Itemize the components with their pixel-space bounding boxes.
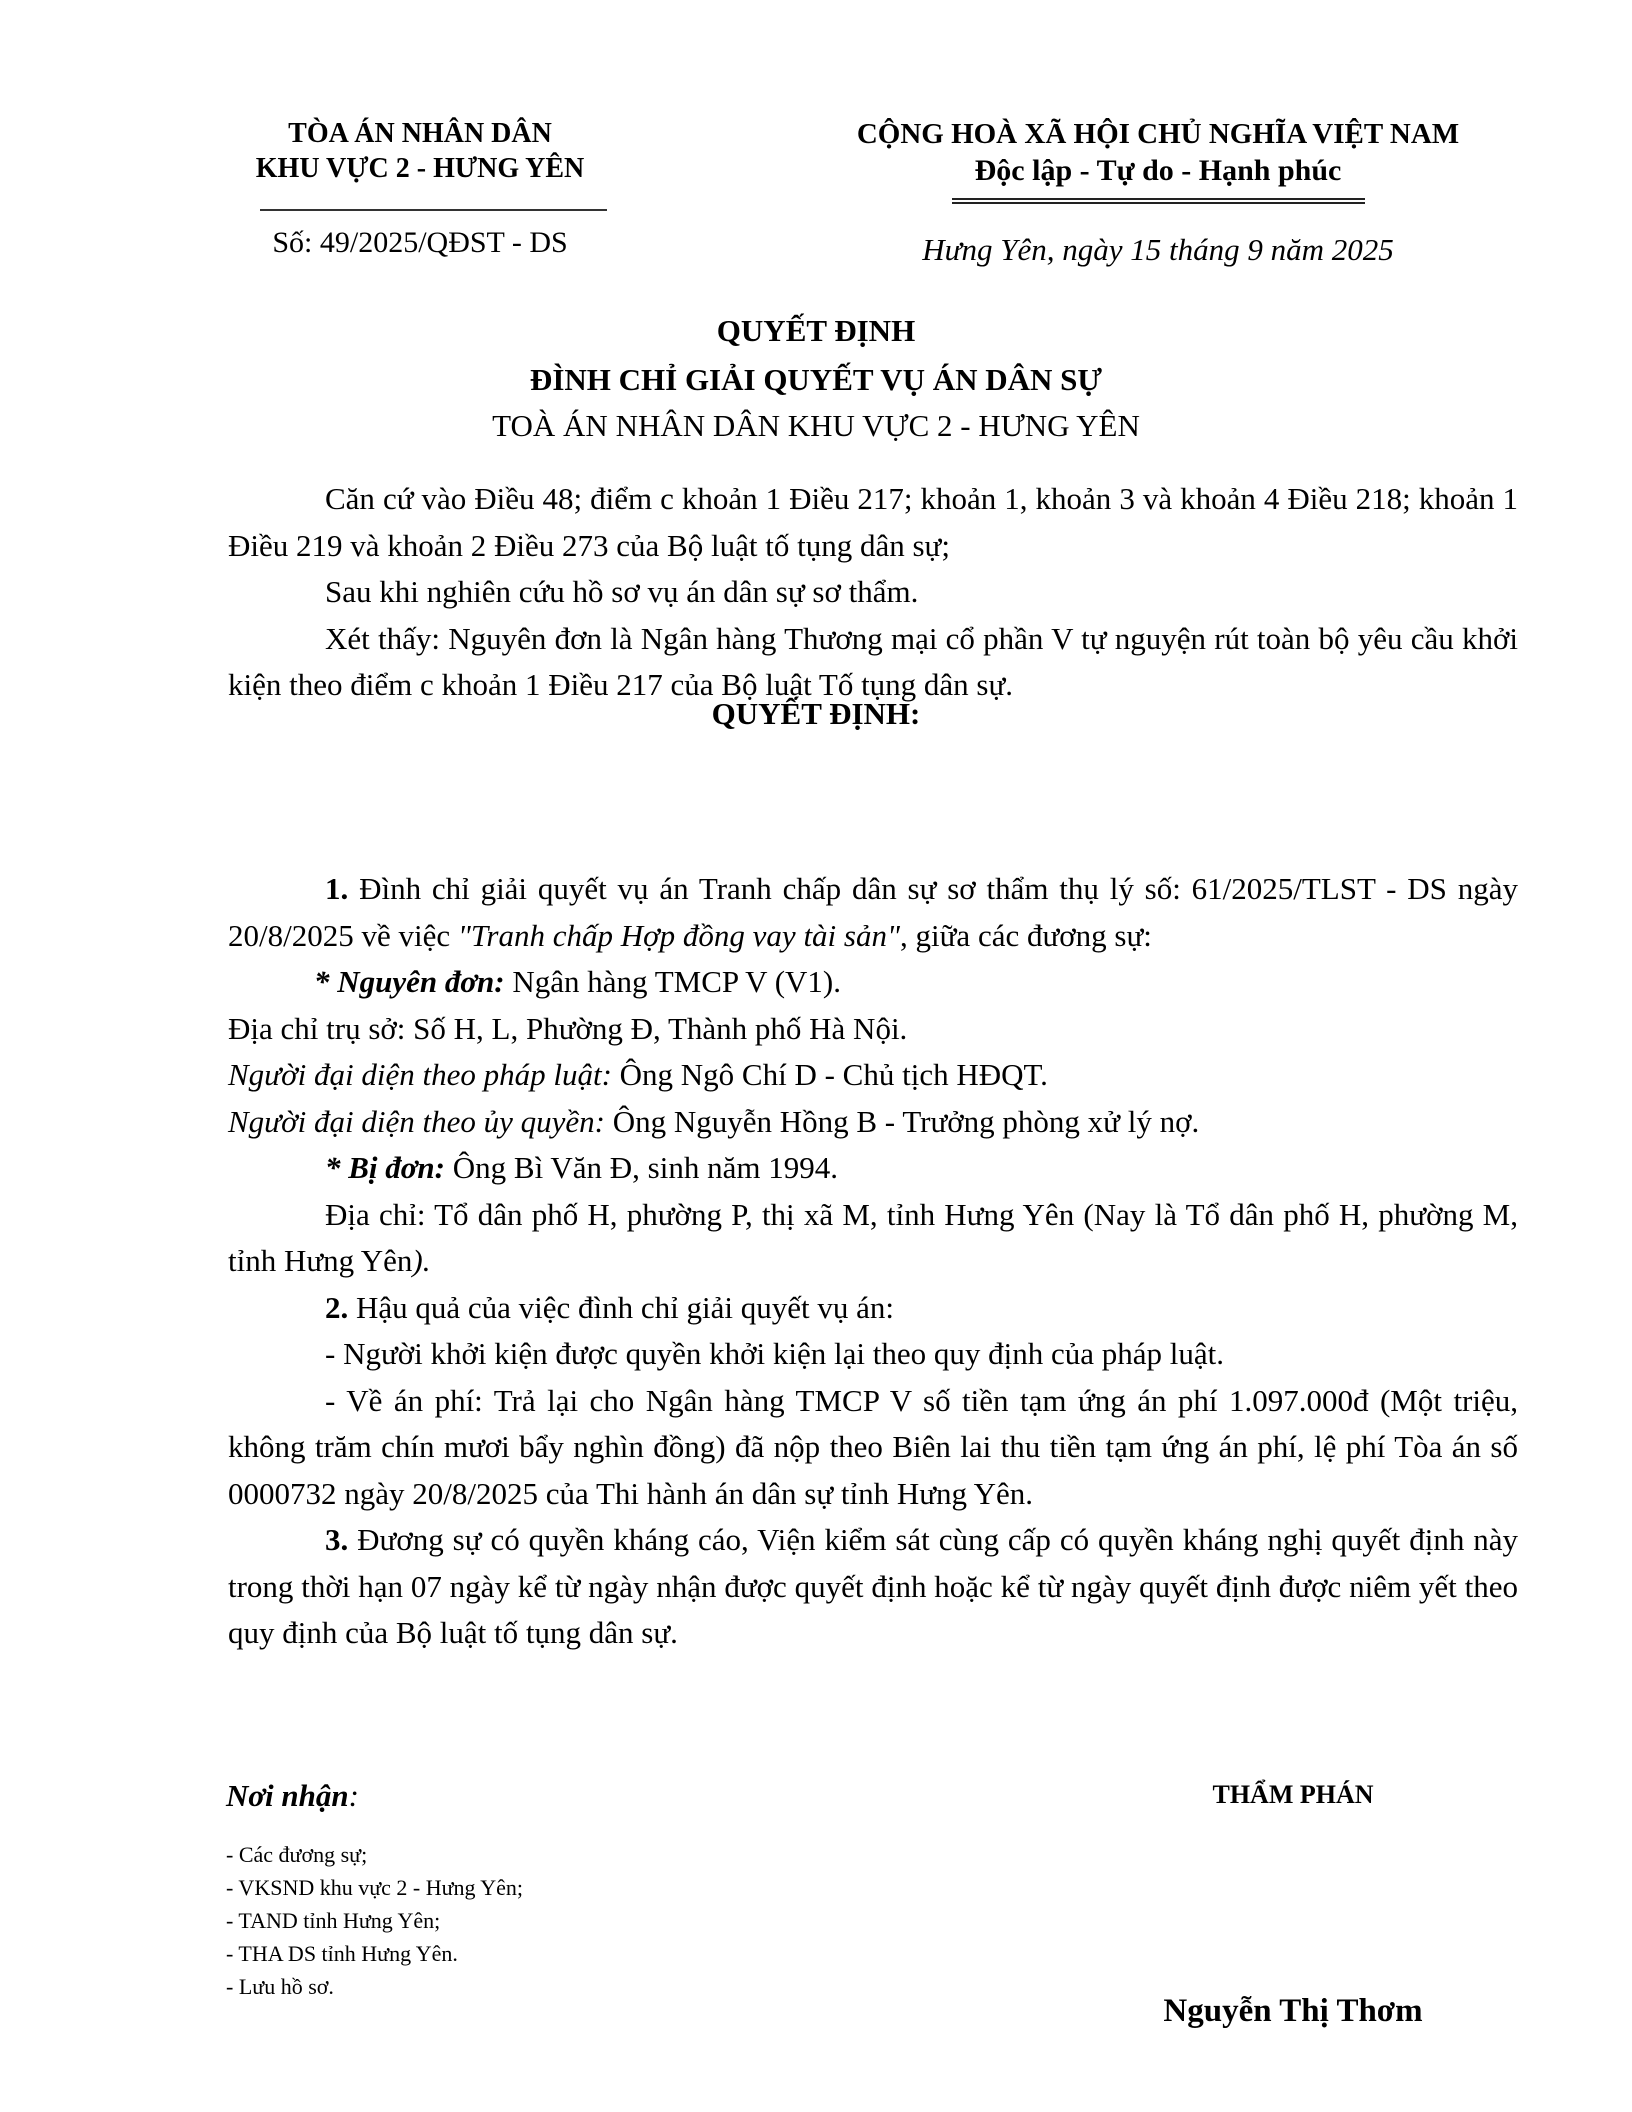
defendant-value: Ông Bì Văn Đ, sinh năm 1994. — [445, 1150, 838, 1185]
defendant-address-end: ). — [412, 1243, 431, 1278]
plaintiff-address: Địa chỉ trụ sở: Số H, L, Phường Đ, Thành phố Hà Nội. — [228, 1010, 908, 1046]
issuing-court: TOÀ ÁN NHÂN DÂN KHU VỰC 2 - HƯNG YÊN — [492, 408, 1140, 443]
legal-basis: Căn cứ vào Điều 48; điểm c khoản 1 Điều 217; khoản 1, khoản 3 và khoản 4 Điều 218; khoản 1 Điều 219 và khoản 2 Điều 273 của Bộ luật tố tụng dân sự; — [228, 481, 1518, 563]
decision-item-3 — [228, 1517, 1518, 1657]
recipient-item: - VKSND khu vực 2 - Hưng Yên; — [226, 1875, 523, 1900]
preamble — [228, 476, 1518, 709]
signer-name: Nguyễn Thị Thơm — [1163, 1993, 1423, 2029]
national-motto: Độc lập - Tự do - Hạnh phúc — [974, 154, 1342, 187]
review-statement: Sau khi nghiên cứu hồ sơ vụ án dân sự sơ thẩm. — [325, 574, 919, 609]
court-name-line2: KHU VỰC 2 - HƯNG YÊN — [255, 153, 585, 184]
header-divider — [260, 209, 607, 211]
plaintiff-value: Ngân hàng TMCP V (V1). — [504, 964, 842, 999]
plaintiff-line — [228, 959, 1518, 1006]
legal-rep-label: Người đại diện theo pháp luật: — [228, 1057, 612, 1092]
country-name: CỘNG HOÀ XÃ HỘI CHỦ NGHĨA VIỆT NAM — [856, 118, 1460, 150]
plaintiff-auth-rep — [228, 1099, 1518, 1146]
document-number: Số: 49/2025/QĐST - DS — [272, 226, 568, 259]
defendant-label: * Bị đơn: — [325, 1150, 445, 1185]
auth-rep-value: Ông Nguyễn Hồng B - Trưởng phòng xử lý nợ. — [604, 1103, 1200, 1139]
decision-item-1 — [228, 866, 1518, 959]
item-number: 2. — [325, 1289, 349, 1325]
recipients-colon: : — [348, 1778, 359, 1813]
signer-title: THẨM PHÁN — [1212, 1780, 1374, 1809]
plaintiff-label: * Nguyên đơn: — [314, 964, 505, 999]
recipient-item: - THA DS tỉnh Hưng Yên. — [226, 1941, 458, 1966]
decision-body — [228, 866, 1518, 1657]
document-subtitle: ĐÌNH CHỈ GIẢI QUYẾT VỤ ÁN DÂN SỰ — [529, 362, 1103, 397]
recipient-item: - TAND tỉnh Hưng Yên; — [226, 1908, 441, 1933]
defendant-address — [228, 1192, 1518, 1285]
finding-statement: Xét thấy: Nguyên đơn là Ngân hàng Thương mại cổ phần V tự nguyện rút toàn bộ yêu cầu khởi kiện theo điểm c khoản 1 Điều 217 của Bộ luật Tố tụng dân sự. — [228, 620, 1518, 702]
item-number: 1. — [325, 871, 349, 906]
recipients-label: Nơi nhận — [226, 1778, 349, 1813]
recipient-item: - Các đương sự; — [226, 1842, 368, 1867]
item-text: Hậu quả của việc đình chỉ giải quyết vụ án: — [348, 1289, 895, 1325]
item-number: 3. — [325, 1522, 349, 1557]
motto-double-underline — [952, 198, 1365, 204]
decision-item-2 — [228, 1285, 1518, 1332]
place-and-date: Hưng Yên, ngày 15 tháng 9 năm 2025 — [922, 232, 1394, 267]
defendant-address-text: Địa chỉ: Tổ dân phố H, phường P, thị xã M, tỉnh Hưng Yên (Nay là Tổ dân phố H, phường M, tỉnh Hưng Yên — [228, 1196, 1518, 1278]
document-title: QUYẾT ĐỊNH — [716, 313, 916, 348]
auth-rep-label: Người đại diện theo ủy quyền: — [228, 1103, 605, 1139]
recipient-item: - Lưu hồ sơ. — [226, 1974, 334, 1999]
item-text-end: , giữa các đương sự: — [900, 917, 1152, 953]
defendant-line — [228, 1145, 1518, 1192]
consequence-bullet-1: - Người khởi kiện được quyền khởi kiện lại theo quy định của pháp luật. — [325, 1336, 1224, 1371]
case-title: "Tranh chấp Hợp đồng vay tài sản" — [457, 917, 901, 953]
item-text: Đương sự có quyền kháng cáo, Viện kiểm sát cùng cấp có quyền kháng nghị quyết định này trong thời hạn 07 ngày kể từ ngày nhận được quyết định hoặc kể từ ngày quyết định được niêm yết theo quy định của Bộ luật tố tụng dân sự. — [228, 1522, 1518, 1650]
legal-rep-value: Ông Ngô Chí D - Chủ tịch HĐQT. — [611, 1057, 1048, 1092]
recipients-list — [226, 1838, 523, 2003]
consequence-bullet-2: - Về án phí: Trả lại cho Ngân hàng TMCP V số tiền tạm ứng án phí 1.097.000đ (Một triệu, không trăm chín mươi bẩy nghìn đồng) đã nộp theo Biên lai thu tiền tạm ứng án phí, lệ phí Tòa án số 0000732 ngày 20/8/2025 của Thi hành án dân sự tỉnh Hưng Yên. — [228, 1382, 1518, 1511]
court-name-line1: TÒA ÁN NHÂN DÂN — [288, 118, 552, 149]
item-text: Đình chỉ giải quyết vụ án Tranh chấp dân sự sơ thẩm thụ lý số: 61/2025/TLST - DS ngày 20/8/2025 về việc — [228, 871, 1518, 953]
decision-heading: QUYẾT ĐỊNH: — [711, 696, 921, 731]
recipients-heading — [226, 1778, 359, 1814]
plaintiff-legal-rep — [228, 1052, 1518, 1099]
